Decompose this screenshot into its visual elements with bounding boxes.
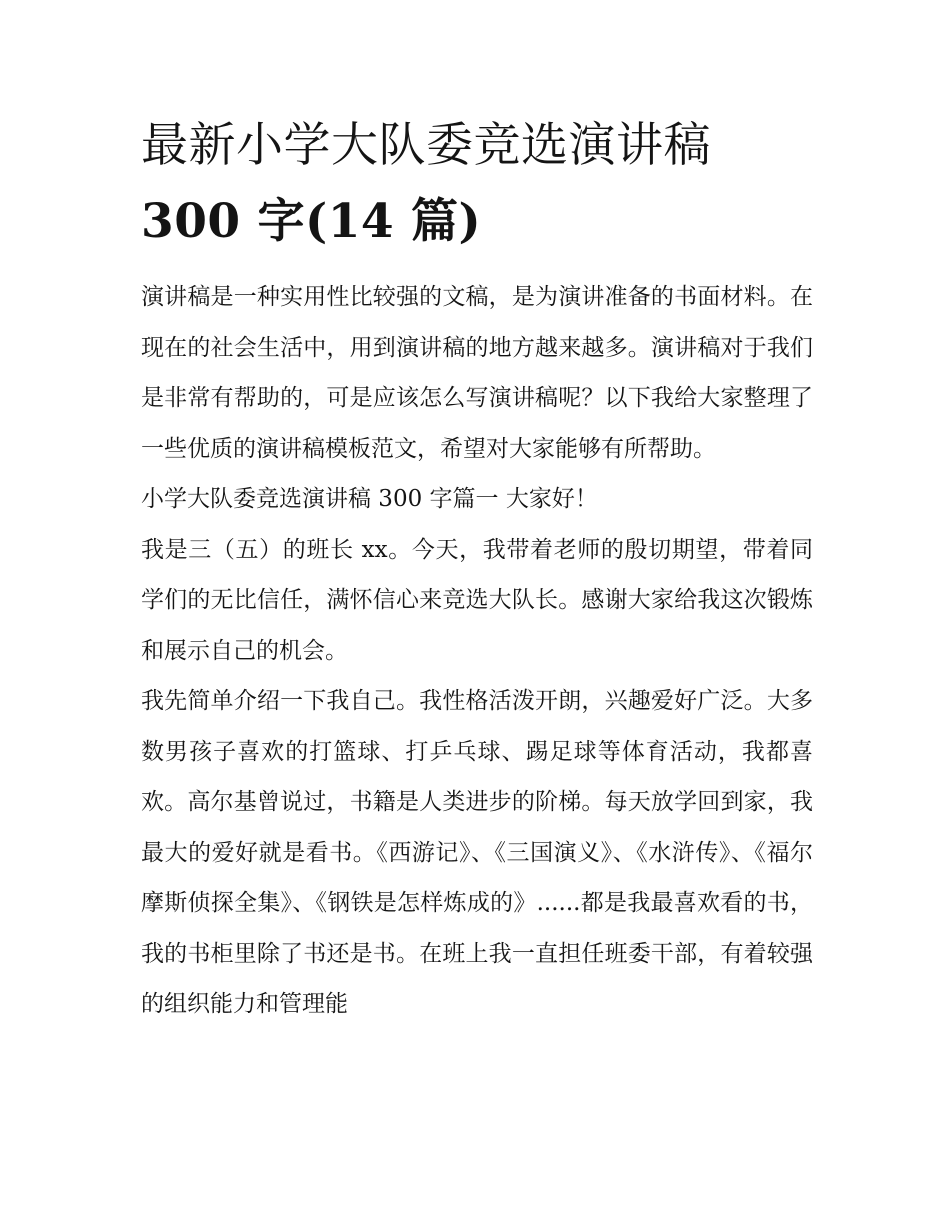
intro-paragraph: 演讲稿是一种实用性比较强的文稿，是为演讲准备的书面材料。在现在的社会生活中，用到演讲稿的地方越来越多。演讲稿对于我们是非常有帮助的，可是应该怎么写演讲稿呢？以下我给大家整理了一些优质的演讲稿模板范文，希望对大家能够有所帮助。 (141, 284, 813, 462)
document-content (141, 108, 813, 1030)
body-paragraph: 我先简单介绍一下我自己。我性格活泼开朗，兴趣爱好广泛。大多数男孩子喜欢的打篮球、打乒乓球、踢足球等体育活动，我都喜欢。高尔基曾说过，书籍是人类进步的阶梯。每天放学回到家，我最大的爱好就是看书。《西游记》、《三国演义》、《水浒传》、《福尔摩斯侦探全集》、《钢铁是怎样炼成的》......都是我最喜欢看的书，我的书柜里除了书还是书。在班上我一直担任班委干部，有着较强的组织能力和管理能 (141, 688, 813, 1017)
title-line-1: 最新小学大队委竞选演讲稿 (141, 118, 711, 173)
body-paragraph: 我是三（五）的班长 xx。今天，我带着老师的殷切期望，带着同学们的无比信任，满怀信心来竞选大队长。感谢大家给我这次锻炼和展示自己的机会。 (141, 536, 813, 664)
document-title (141, 108, 813, 260)
document-body (141, 272, 813, 1030)
section-heading-paragraph: 小学大队委竞选演讲稿 300 字篇一 大家好！ (141, 486, 598, 512)
title-line-2: 300 字(14 篇) (141, 194, 482, 249)
